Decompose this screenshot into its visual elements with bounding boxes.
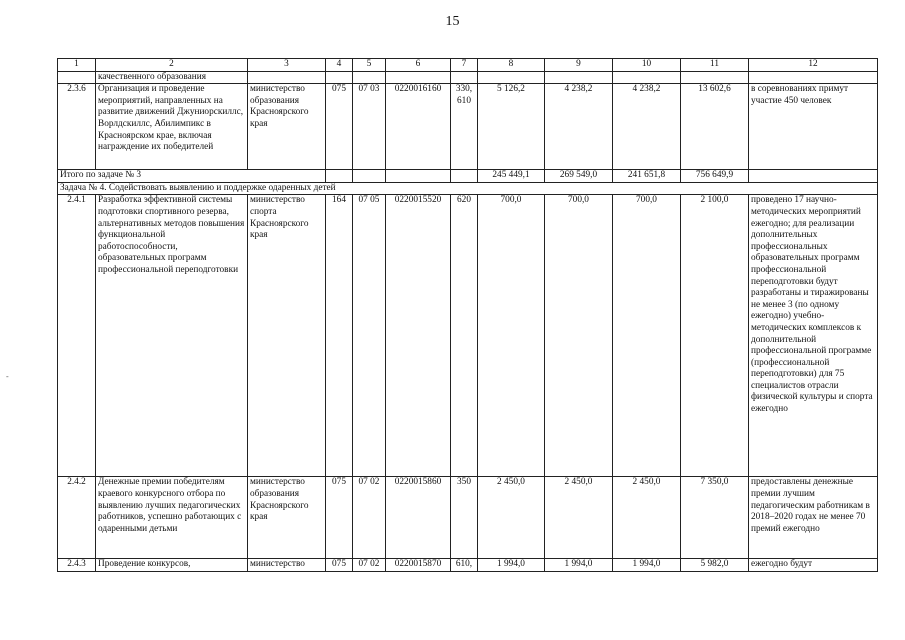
executor: министерство образования Красноярского края xyxy=(248,477,326,559)
year1-amount: 1 994,0 xyxy=(478,559,545,572)
year2-amount: 4 238,2 xyxy=(545,84,613,170)
year3-amount: 241 651,8 xyxy=(613,170,681,183)
activity-name: качественного образования xyxy=(96,71,248,84)
section-code: 07 05 xyxy=(353,195,386,477)
activity-code: 2.4.2 xyxy=(58,477,96,559)
margin-mark: - xyxy=(6,372,9,381)
table-row xyxy=(58,477,878,559)
grbs-code: 075 xyxy=(326,477,353,559)
column-number: 10 xyxy=(613,59,681,72)
activity-name: Проведение конкурсов, xyxy=(96,559,248,572)
task-heading-row xyxy=(58,182,878,195)
column-number: 9 xyxy=(545,59,613,72)
table-row xyxy=(58,559,878,572)
year3-amount: 2 450,0 xyxy=(613,477,681,559)
expense-type: 610, xyxy=(451,559,478,572)
year2-amount: 700,0 xyxy=(545,195,613,477)
expected-result: ежегодно будут xyxy=(749,559,878,572)
grbs-code: 075 xyxy=(326,559,353,572)
year3-amount: 1 994,0 xyxy=(613,559,681,572)
grbs-code: 164 xyxy=(326,195,353,477)
activity-code: 2.3.6 xyxy=(58,84,96,170)
expense-type: 620 xyxy=(451,195,478,477)
target-article: 0220015870 xyxy=(386,559,451,572)
column-number: 11 xyxy=(681,59,749,72)
column-numbers-row xyxy=(58,59,878,72)
year1-amount: 2 450,0 xyxy=(478,477,545,559)
activity-name: Разработка эффективной системы подготовки спортивного резерва, альтернативных методов повышения функциональной работоспособности, образовательных программ профессиональной переподготовки xyxy=(96,195,248,477)
total-amount: 13 602,6 xyxy=(681,84,749,170)
executor: министерство спорта Красноярского края xyxy=(248,195,326,477)
year3-amount: 700,0 xyxy=(613,195,681,477)
target-article: 0220015520 xyxy=(386,195,451,477)
column-number: 7 xyxy=(451,59,478,72)
column-number: 4 xyxy=(326,59,353,72)
year3-amount: 4 238,2 xyxy=(613,84,681,170)
target-article: 0220016160 xyxy=(386,84,451,170)
executor: министерство образования Красноярского края xyxy=(248,84,326,170)
total-amount: 756 649,9 xyxy=(681,170,749,183)
expense-type: 350 xyxy=(451,477,478,559)
executor: министерство xyxy=(248,559,326,572)
year1-amount: 245 449,1 xyxy=(478,170,545,183)
year2-amount: 269 549,0 xyxy=(545,170,613,183)
column-number: 12 xyxy=(749,59,878,72)
task-total-row xyxy=(58,170,878,183)
section-code: 07 02 xyxy=(353,559,386,572)
task-total-label: Итого по задаче № 3 xyxy=(58,170,326,183)
column-number: 1 xyxy=(58,59,96,72)
page-number: 15 xyxy=(445,14,460,29)
total-amount: 7 350,0 xyxy=(681,477,749,559)
grbs-code: 075 xyxy=(326,84,353,170)
activity-name: Денежные премии победителям краевого конкурсного отбора по выявлению лучших педагогических работников, успешно работающих с одаренными детьми xyxy=(96,477,248,559)
continued-row xyxy=(58,71,878,84)
year1-amount: 5 126,2 xyxy=(478,84,545,170)
program-activities-table xyxy=(57,58,878,572)
column-number: 3 xyxy=(248,59,326,72)
column-number: 6 xyxy=(386,59,451,72)
expense-type: 330, 610 xyxy=(451,84,478,170)
activity-code: 2.4.3 xyxy=(58,559,96,572)
section-code: 07 02 xyxy=(353,477,386,559)
year1-amount: 700,0 xyxy=(478,195,545,477)
total-amount: 2 100,0 xyxy=(681,195,749,477)
expected-result: проведено 17 научно-методических мероприятий ежегодно; для реализации дополнительных профессиональных образовательных программ профессиональной переподготовки будут разработаны и тиражированы не менее 3 (по одному ежегодно) учебно-методических комплексов к дополнительной профессиональной программе (профессиональной переподготовки) для 75 специалистов отрасли физической культуры и спорта ежегодно xyxy=(749,195,878,477)
expected-result: в соревнованиях примут участие 450 человек xyxy=(749,84,878,170)
expected-result: предоставлены денежные премии лучшим педагогическим работникам в 2018–2020 годах не менее 70 премий ежегодно xyxy=(749,477,878,559)
column-number: 5 xyxy=(353,59,386,72)
activity-code: 2.4.1 xyxy=(58,195,96,477)
total-amount: 5 982,0 xyxy=(681,559,749,572)
section-code: 07 03 xyxy=(353,84,386,170)
task-heading: Задача № 4. Содействовать выявлению и поддержке одаренных детей xyxy=(58,182,878,195)
year2-amount: 1 994,0 xyxy=(545,559,613,572)
table-row xyxy=(58,195,878,477)
target-article: 0220015860 xyxy=(386,477,451,559)
year2-amount: 2 450,0 xyxy=(545,477,613,559)
column-number: 8 xyxy=(478,59,545,72)
column-number: 2 xyxy=(96,59,248,72)
table-row xyxy=(58,84,878,170)
activity-name: Организация и проведение мероприятий, направленных на развитие движений Джуниорскиллс, Ворлдскиллс, Абилимпикс в Красноярском крае, включая награждение их победителей xyxy=(96,84,248,170)
